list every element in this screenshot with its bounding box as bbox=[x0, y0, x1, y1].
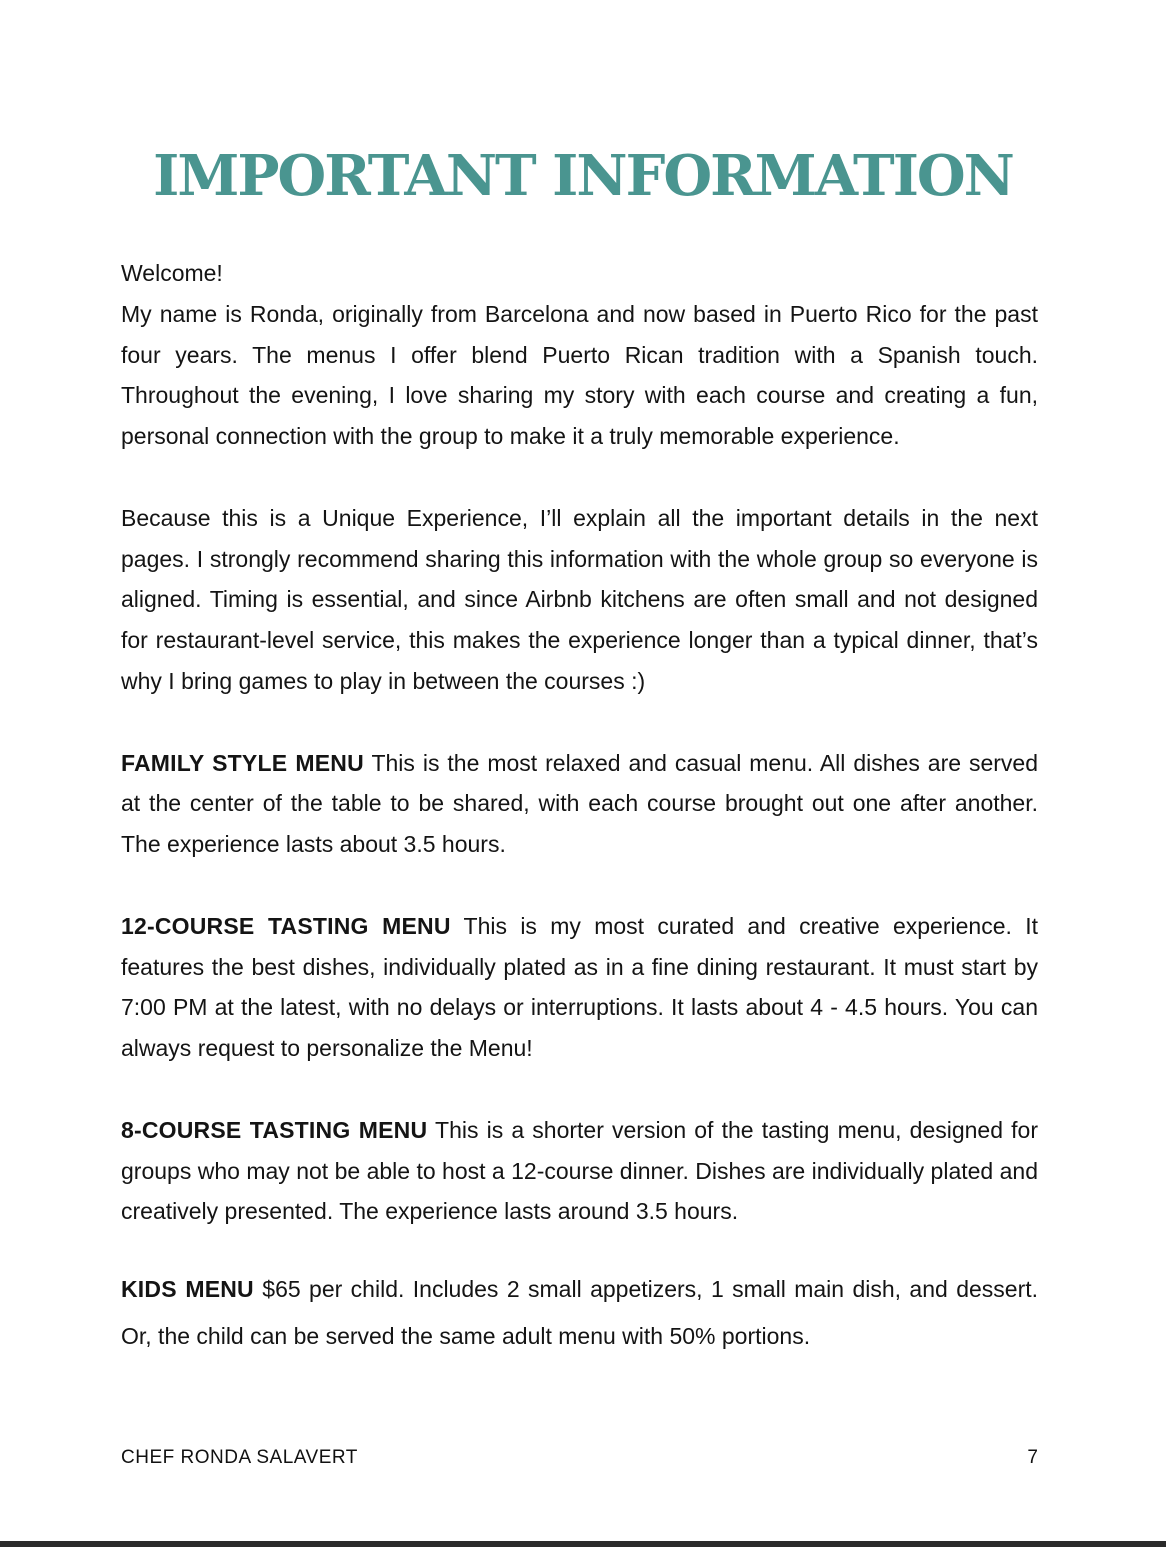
page-number: 7 bbox=[1027, 1447, 1038, 1468]
menu-family-style bbox=[121, 743, 1038, 865]
menu-8-course bbox=[121, 1110, 1038, 1232]
footer-author: CHEF RONDA SALAVERT bbox=[121, 1447, 358, 1468]
menu-name: 12-COURSE TASTING MENU bbox=[121, 912, 451, 939]
menu-name: FAMILY STYLE MENU bbox=[121, 749, 364, 776]
menu-name: 8-COURSE TASTING MENU bbox=[121, 1116, 428, 1143]
menu-12-course bbox=[121, 906, 1038, 1069]
menu-description: This is a shorter version of the tasting menu, designed for groups who may not be able to host a 12-course dinner. Dishes are individually plated and creatively presented. The experience lasts around 3.5 hours. bbox=[121, 1116, 1038, 1225]
welcome-greeting: Welcome! bbox=[121, 260, 223, 286]
page-content bbox=[121, 253, 1038, 1360]
menu-description: This is my most curated and creative experience. It features the best dishes, individually plated as in a fine dining restaurant. It must start by 7:00 PM at the latest, with no delays or interruptions. It lasts about 4 - 4.5 hours. You can always request to personalize the Menu! bbox=[121, 912, 1038, 1062]
intro-bio: My name is Ronda, originally from Barcelona and now based in Puerto Rico for the past four years. The menus I offer blend Puerto Rican tradition with a Spanish touch. Throughout the evening, I love sharing my story with each course and creating a fun, personal connection with the group to make it a truly memorable experience. bbox=[121, 300, 1038, 450]
menu-kids bbox=[121, 1266, 1038, 1360]
intro-details: Because this is a Unique Experience, I’ll explain all the important details in the next pages. I strongly recommend sharing this information with the whole group so everyone is aligned. Timing is essential, and since Airbnb kitchens are often small and not designed for restaurant-level service, this makes the experience longer than a typical dinner, that’s why I bring games to play in between the courses :) bbox=[121, 504, 1038, 694]
bottom-divider bbox=[0, 1541, 1166, 1547]
page-title: IMPORTANT INFORMATION bbox=[153, 143, 1013, 209]
menu-description: This is the most relaxed and casual menu. All dishes are served at the center of the table to be shared, with each course brought out one after another. The experience lasts about 3.5 hours. bbox=[121, 749, 1038, 858]
menu-name: KIDS MENU bbox=[121, 1276, 254, 1303]
menu-description: $65 per child. Includes 2 small appetizers, 1 small main dish, and dessert. Or, the child can be served the same adult menu with 50% portions. bbox=[121, 1276, 1039, 1350]
